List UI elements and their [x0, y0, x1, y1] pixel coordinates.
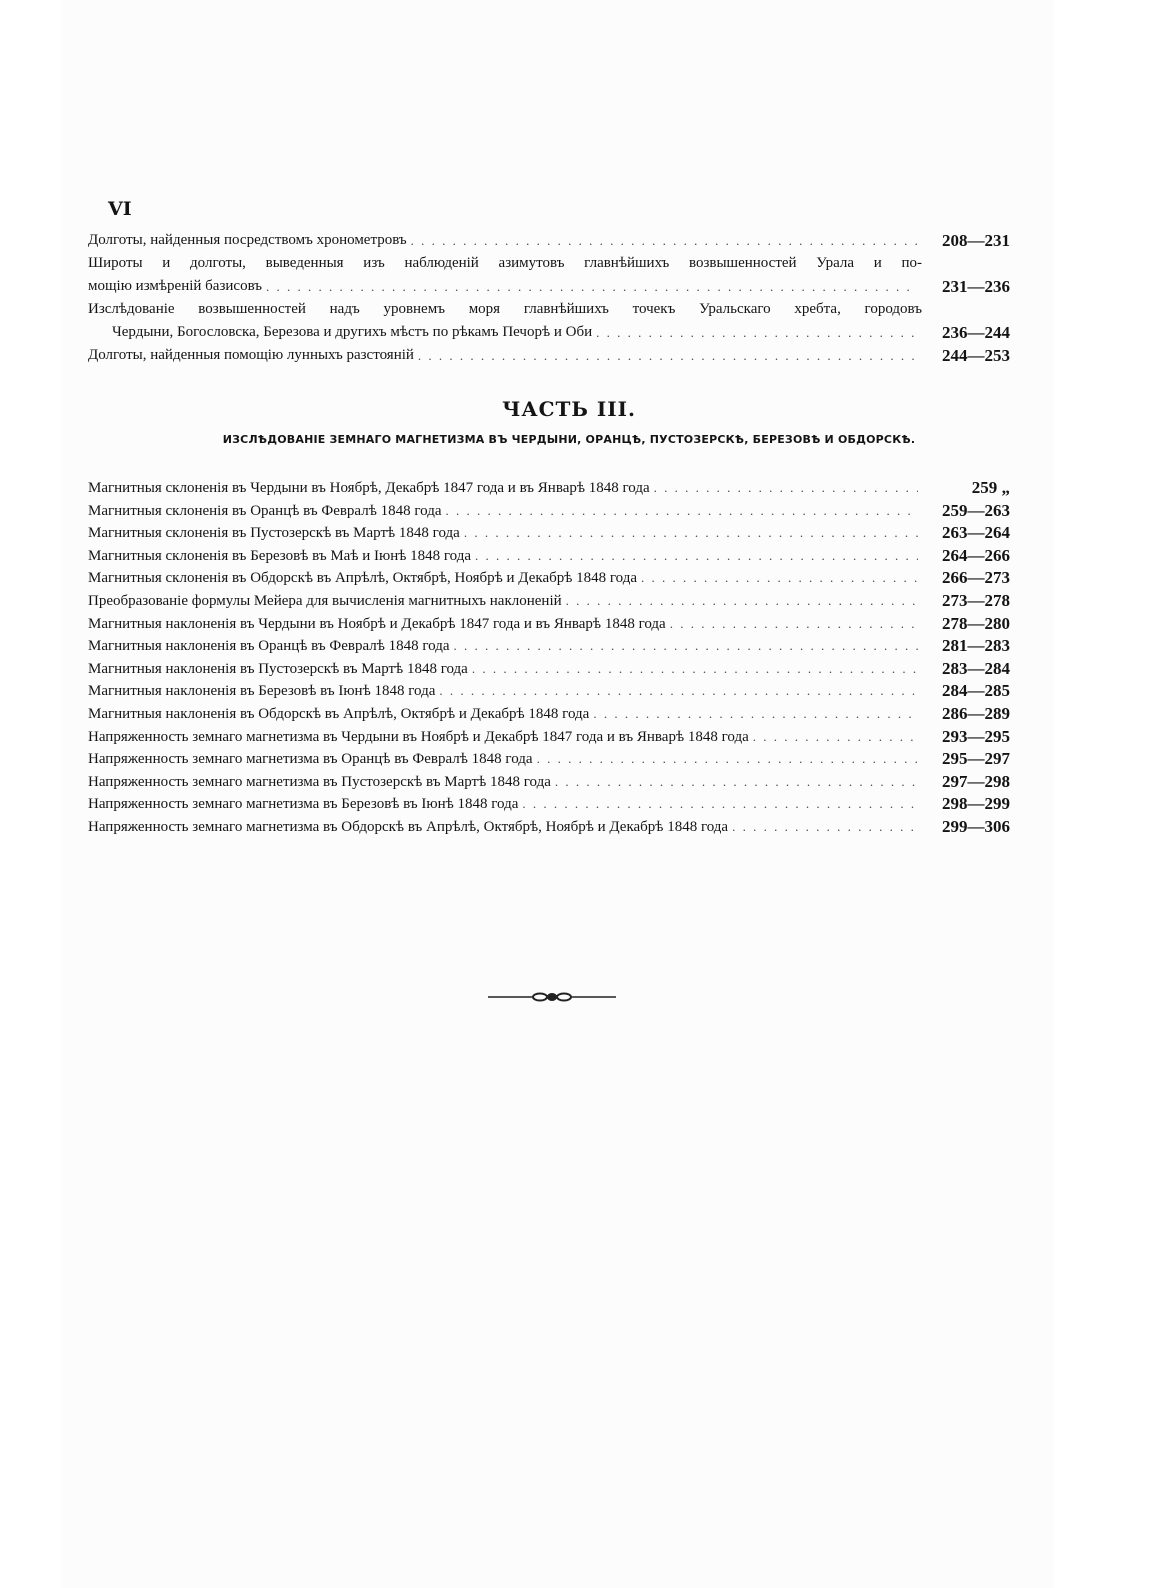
entry-pages: 278—280 — [942, 613, 1010, 633]
entry-title-line-2: Чердыни, Богословска, Березова и другихъ мѣстъ по рѣкамъ Печорѣ и Оби — [112, 324, 593, 340]
toc-entry — [88, 522, 1010, 545]
toc-entry — [88, 500, 1010, 523]
entry-pages: 244—253 — [942, 346, 1010, 365]
entry-title: Магнитныя склоненія въ Обдорскѣ въ Апрѣлѣ, Октябрѣ, Ноябрѣ и Декабрѣ 1848 года — [88, 570, 638, 587]
entry-title: Магнитныя склоненія въ Березовѣ въ Маѣ и Іюнѣ 1848 года — [88, 547, 472, 564]
entry-title-block — [88, 298, 922, 344]
entry-pages: 264—266 — [942, 545, 1010, 565]
entry-title-line-1: Широты и долготы, выведенныя изъ наблюденій азимутовъ главнѣйшихъ возвышенностей Урала и по- — [88, 255, 922, 271]
dot-leader — [566, 590, 918, 613]
entry-title-line-2: мощію измѣреній базисовъ — [88, 278, 263, 294]
entry-title-block — [88, 252, 922, 298]
toc-entry — [88, 590, 1010, 613]
dot-leader — [522, 793, 918, 816]
entry-pages: 297—298 — [942, 771, 1010, 791]
entry-title: Магнитныя наклоненія въ Березовѣ въ Іюнѣ 1848 года — [88, 683, 436, 700]
dot-leader — [475, 545, 918, 568]
entry-title: Напряженность земнаго магнетизма въ Оранцѣ въ Февралѣ 1848 года — [88, 751, 533, 768]
toc-entry — [88, 545, 1010, 568]
dot-leader — [732, 816, 918, 839]
toc-entry — [88, 658, 1010, 681]
entry-title-last — [88, 321, 922, 344]
toc-entry — [88, 344, 1010, 367]
dot-leader — [593, 703, 918, 726]
entry-pages: 298—299 — [942, 794, 1010, 814]
dot-leader — [464, 522, 918, 545]
toc-entry — [88, 252, 1010, 298]
dot-leader — [266, 275, 918, 298]
entry-pages: 286—289 — [942, 703, 1010, 723]
dot-leader — [670, 613, 918, 636]
toc-entry — [88, 298, 1010, 344]
entry-title: Магнитныя наклоненія въ Обдорскѣ въ Апрѣлѣ, Октябрѣ и Декабрѣ 1848 года — [88, 705, 590, 722]
entry-pages: 299—306 — [942, 816, 1010, 836]
toc-entry — [88, 567, 1010, 590]
entry-pages: 273—278 — [942, 590, 1010, 610]
toc-entry — [88, 771, 1010, 794]
toc-entry — [88, 816, 1010, 839]
part-subheading: ИЗСЛѢДОВАНІЕ ЗЕМНАГО МАГНЕТИЗМА ВЪ ЧЕРДЫНИ, ОРАНЦѢ, ПУСТОЗЕРСКѢ, БЕРЕЗОВѢ И ОБДОРСКѢ. — [222, 433, 916, 446]
entry-title: Магнитныя наклоненія въ Пустозерскѣ въ Мартѣ 1848 года — [88, 660, 468, 677]
dot-leader — [418, 344, 918, 367]
dot-leader — [537, 748, 918, 771]
entry-title: Преобразованіе формулы Мейера для вычисленія магнитныхъ наклоненій — [88, 592, 562, 609]
toc-entry — [88, 793, 1010, 816]
dot-leader — [472, 658, 918, 681]
dot-leader — [596, 321, 918, 344]
entry-title: Магнитныя наклоненія въ Чердыни въ Ноябрѣ и Декабрѣ 1847 года и въ Январѣ 1848 года — [88, 615, 666, 632]
entry-pages: 281—283 — [942, 636, 1010, 656]
toc-entry — [88, 477, 1010, 500]
dot-leader — [753, 726, 918, 749]
ornament-divider — [488, 990, 616, 1004]
toc-entry — [88, 613, 1010, 636]
toc-entry — [88, 748, 1010, 771]
entry-title-line-1: Изслѣдованіе возвышенностей надъ уровнемъ моря главнѣйшихъ точекъ Уральскаго хребта, городовъ — [88, 301, 922, 317]
dot-leader — [446, 500, 919, 523]
entry-pages: 208—231 — [942, 231, 1010, 250]
part2-tail-entries — [88, 229, 1010, 367]
entry-pages: 293—295 — [942, 726, 1010, 746]
part-heading: ЧАСТЬ III. — [502, 397, 636, 421]
entry-pages: 259 „ — [971, 478, 1010, 497]
toc-entry — [88, 726, 1010, 749]
entry-pages: 284—285 — [942, 681, 1010, 701]
table-of-contents — [88, 196, 1010, 839]
entry-title: Долготы, найденныя помощію лунныхъ разстояній — [88, 347, 414, 363]
toc-entry — [88, 229, 1010, 252]
entry-title: Напряженность земнаго магнетизма въ Березовѣ въ Іюнѣ 1848 года — [88, 796, 519, 813]
toc-entry — [88, 680, 1010, 703]
part3-entries — [88, 477, 1010, 839]
entry-pages: 266—273 — [942, 568, 1010, 588]
entry-title: Магнитныя склоненія въ Оранцѣ въ Февралѣ 1848 года — [88, 502, 442, 519]
entry-title: Магнитныя склоненія въ Чердыни въ Ноябрѣ, Декабрѣ 1847 года и въ Январѣ 1848 года — [88, 480, 650, 496]
entry-title: Магнитныя склоненія въ Пустозерскѣ въ Мартѣ 1848 года — [88, 525, 460, 542]
toc-entry — [88, 703, 1010, 726]
toc-entry — [88, 635, 1010, 658]
entry-title: Напряженность земнаго магнетизма въ Чердыни въ Ноябрѣ и Декабрѣ 1847 года и въ Январѣ 1848 года — [88, 728, 749, 745]
dot-leader — [654, 477, 918, 500]
dot-leader — [411, 229, 918, 252]
entry-title: Напряженность земнаго магнетизма въ Обдорскѣ въ Апрѣлѣ, Октябрѣ, Ноябрѣ и Декабрѣ 1848 года — [88, 818, 729, 835]
entry-title: Долготы, найденныя посредствомъ хронометровъ — [88, 232, 407, 248]
entry-pages: 259—263 — [942, 500, 1010, 520]
entry-pages: 231—236 — [942, 277, 1010, 296]
entry-title-last — [88, 275, 922, 298]
entry-pages: 283—284 — [942, 658, 1010, 678]
dot-leader — [555, 771, 918, 794]
entry-pages: 263—264 — [942, 523, 1010, 543]
dot-leader — [641, 567, 918, 590]
dot-leader — [454, 635, 918, 658]
page-number: VI — [108, 198, 132, 220]
dot-leader — [439, 680, 918, 703]
entry-title: Напряженность земнаго магнетизма въ Пустозерскѣ въ Мартѣ 1848 года — [88, 773, 551, 790]
entry-title: Магнитныя наклоненія въ Оранцѣ въ Февралѣ 1848 года — [88, 638, 450, 655]
entry-pages: 295—297 — [942, 749, 1010, 769]
entry-pages: 236—244 — [942, 323, 1010, 342]
